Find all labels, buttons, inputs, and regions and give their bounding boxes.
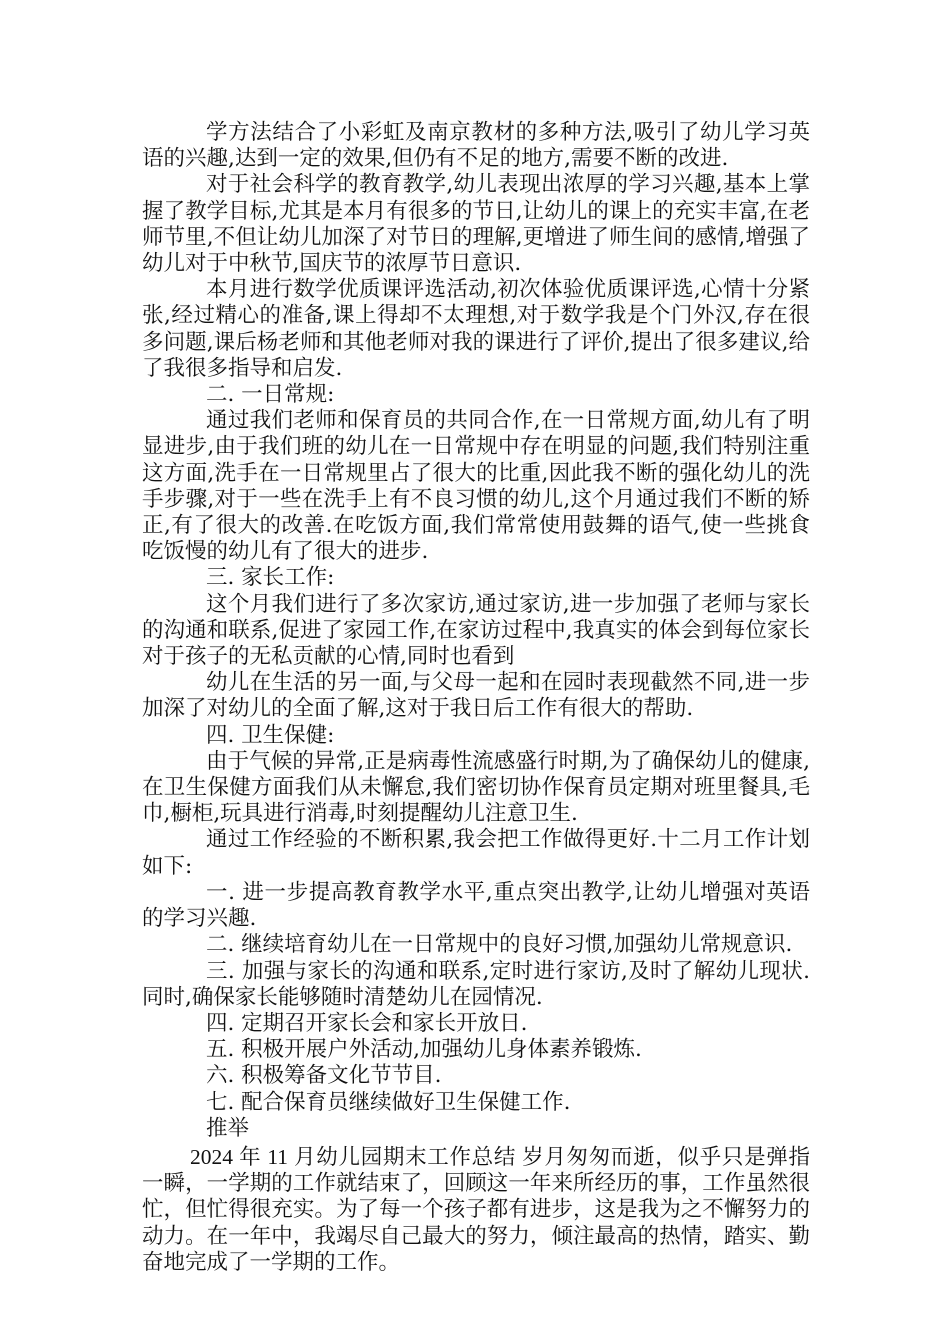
document-body: [142, 120, 810, 1275]
plan-item-1: 一. 进一步提高教育教学水平,重点突出教学,让幼儿增强对英语的学习兴趣.: [142, 879, 810, 932]
paragraph-home-visits: 这个月我们进行了多次家访,通过家访,进一步加强了老师与家长的沟通和联系,促进了家园工作,在家访过程中,我真实的体会到每位家长对于孩子的无私贡献的心情,同时也看到: [142, 591, 810, 670]
heading-health-care: 四. 卫生保健:: [206, 722, 335, 748]
closing-paragraph: 2024 年 11 月幼儿园期末工作总结 岁月匆匆而逝，似乎只是弹指一瞬，一学期的工作就结束了，回顾这一年来所经历的事，工作虽然很忙，但忙得很充实。为了每一个孩子都有进步，这是我为之不懈努力的动力。在一年中，我竭尽自己最大的努力，倾注最高的热情，踏实、勤奋地完成了一学期的工作。: [142, 1144, 810, 1274]
plan-item-3: 三. 加强与家长的沟通和联系,定时进行家访,及时了解幼儿现状.同时,确保家长能够随时清楚幼儿在园情况.: [142, 958, 810, 1010]
plan-item-4: 四. 定期召开家长会和家长开放日.: [206, 1010, 528, 1036]
paragraph-math-evaluation: 本月进行数学优质课评选活动,初次体验优质课评选,心情十分紧张,经过精心的准备,课上得却不太理想,对于数学我是个门外汉,存在很多问题,课后杨老师和其他老师对我的课进行了评价,提出了很多建议,给了我很多指导和启发.: [142, 277, 810, 381]
paragraph-daily-routine: 通过我们老师和保育员的共同合作,在一日常规方面,幼儿有了明显进步,由于我们班的幼儿在一日常规中存在明显的问题,我们特别注重这方面,洗手在一日常规里占了很大的比重,因此我不断的强化幼儿的洗手步骤,对于一些在洗手上有不良习惯的幼儿,这个月通过我们不断的矫正,有了很大的改善.在吃饭方面,我们常常使用鼓舞的语气,使一些挑食吃饭慢的幼儿有了很大的进步.: [142, 408, 810, 565]
paragraph-december-plan-intro: 通过工作经验的不断积累,我会把工作做得更好.十二月工作计划如下:: [142, 827, 810, 879]
paragraph-home-visits-continued: 幼儿在生活的另一面,与父母一起和在园时表现截然不同,进一步加深了对幼儿的全面了解,这对于我日后工作有很大的帮助.: [142, 670, 810, 722]
plan-item-2: 二. 继续培育幼儿在一日常规中的良好习惯,加强幼儿常规意识.: [206, 932, 793, 958]
paragraph-social-science: 对于社会科学的教育教学,幼儿表现出浓厚的学习兴趣,基本上掌握了教学目标,尤其是本月有很多的节日,让幼儿的课上的充实丰富,在老师节里,不但让幼儿加深了对节日的理解,更增进了师生间的感情,增强了幼儿对于中秋节,国庆节的浓厚节日意识.: [142, 172, 810, 277]
plan-item-6: 六. 积极筹备文化节节目.: [206, 1063, 442, 1089]
plan-item-5: 五. 积极开展户外活动,加强幼儿身体素养锻炼.: [206, 1037, 642, 1063]
heading-parent-work: 三. 家长工作:: [206, 565, 335, 591]
heading-daily-routine: 二. 一日常规:: [206, 382, 335, 408]
plan-item-7: 七. 配合保育员继续做好卫生保健工作.: [206, 1089, 571, 1115]
recommend-label: 推举: [206, 1115, 250, 1141]
paragraph-teaching-methods: 学方法结合了小彩虹及南京教材的多种方法,吸引了幼儿学习英语的兴趣,达到一定的效果,但仍有不足的地方,需要不断的改进.: [142, 120, 810, 172]
paragraph-health-care: 由于气候的异常,正是病毒性流感盛行时期,为了确保幼儿的健康,在卫生保健方面我们从未懈怠,我们密切协作保育员定期对班里餐具,毛巾,橱柜,玩具进行消毒,时刻提醒幼儿注意卫生.: [142, 748, 810, 827]
